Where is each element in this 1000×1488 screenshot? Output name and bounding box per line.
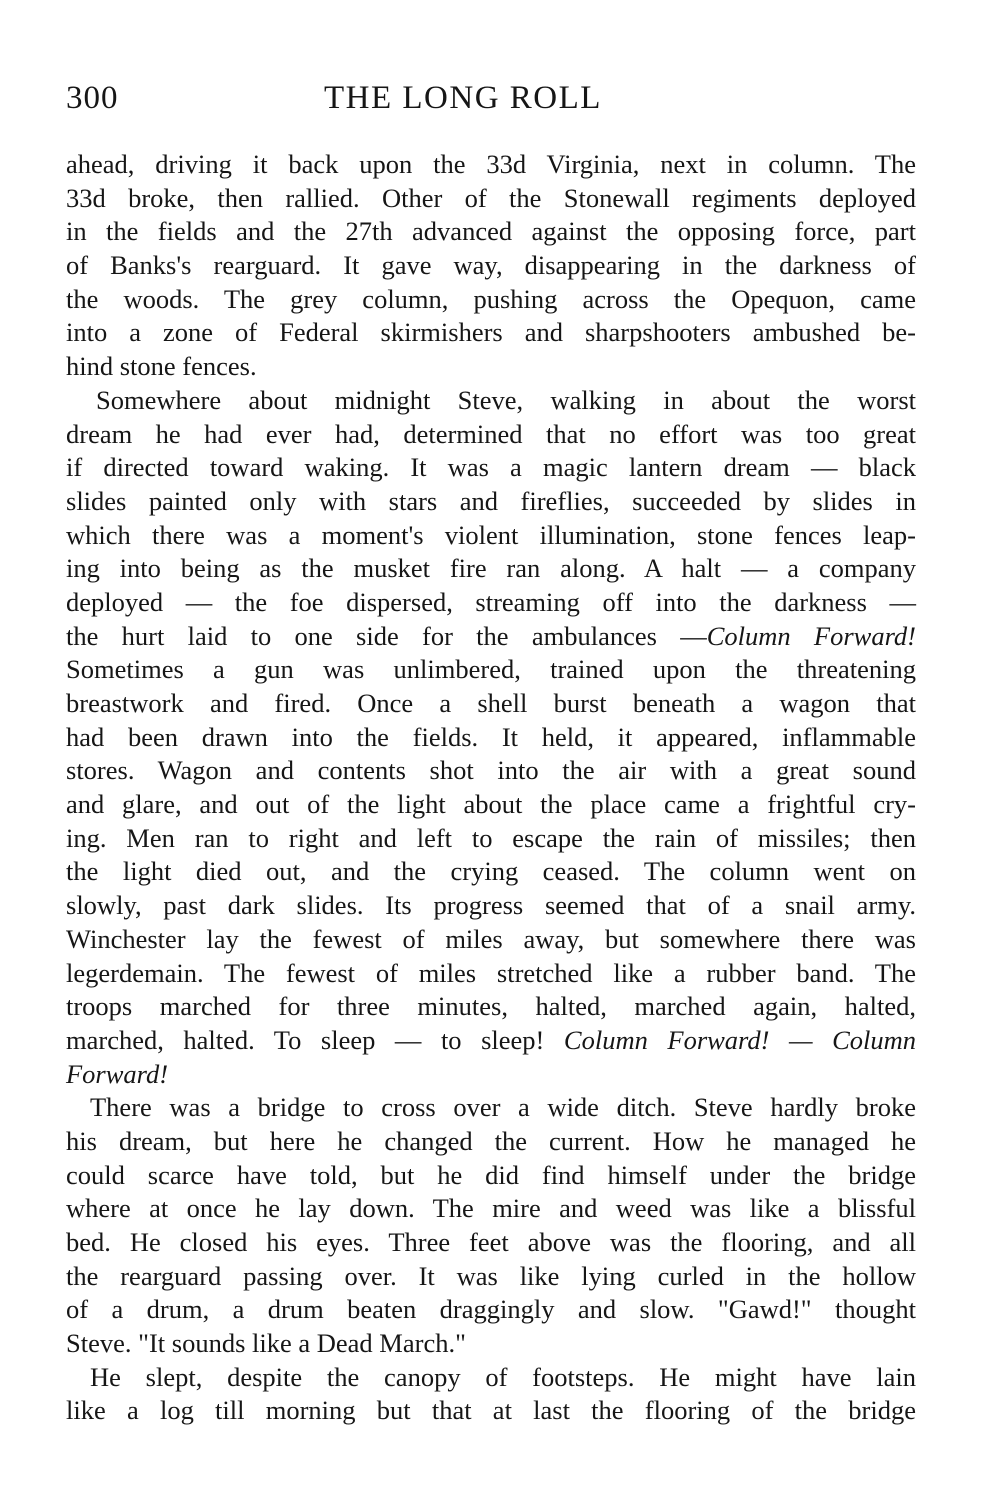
text-line: had been drawn into the fields. It held, it appeared, inflammable bbox=[66, 721, 916, 752]
page-header bbox=[66, 0, 916, 150]
text-line: slides painted only with stars and fireflies, succeeded by slides in bbox=[66, 485, 916, 516]
text-line: of Banks's rearguard. It gave way, disappearing in the darkness of bbox=[66, 250, 916, 281]
italic-segment: Column Forward! bbox=[706, 620, 916, 651]
body-text bbox=[66, 148, 916, 1428]
italic-segment: Column Forward! — Column bbox=[563, 1024, 917, 1055]
text-line: which there was a moment's violent illumination, stone fences leap- bbox=[66, 519, 916, 550]
text-line: legerdemain. The fewest of miles stretched like a rubber band. The bbox=[66, 957, 916, 988]
text-line: There was a bridge to cross over a wide ditch. Steve hardly broke bbox=[90, 1092, 916, 1123]
text-line: stores. Wagon and contents shot into the air with a great sound bbox=[66, 755, 916, 786]
text-line: of a drum, a drum beaten draggingly and slow. "Gawd!" thought bbox=[66, 1294, 916, 1325]
line-segment: the hurt laid to one side for the ambulances — bbox=[66, 620, 707, 651]
text-line: where at once he lay down. The mire and weed was like a blissful bbox=[66, 1193, 916, 1224]
text-line: and glare, and out of the light about the place came a frightful cry- bbox=[66, 789, 916, 820]
text-line: ing. Men ran to right and left to escape the rain of missiles; then bbox=[66, 822, 916, 853]
line-segment: marched, halted. To sleep — to sleep! bbox=[66, 1024, 545, 1055]
text-line: deployed — the foe dispersed, streaming off into the darkness — bbox=[66, 586, 916, 617]
running-title: THE LONG ROLL bbox=[324, 80, 602, 116]
text-line: the woods. The grey column, pushing across the Opequon, came bbox=[66, 283, 916, 314]
page-number: 300 bbox=[66, 80, 119, 116]
text-line bbox=[66, 1024, 916, 1058]
text-line: bed. He closed his eyes. Three feet above was the flooring, and all bbox=[66, 1227, 916, 1257]
text-line: troops marched for three minutes, halted, marched again, halted, bbox=[66, 991, 916, 1022]
text-line: could scarce have told, but he did find himself under the bridge bbox=[66, 1159, 916, 1190]
text-line: Winchester lay the fewest of miles away, but somewhere there was bbox=[66, 923, 916, 954]
text-line: Forward! bbox=[66, 1058, 169, 1089]
text-line bbox=[66, 620, 916, 654]
text-line: ing into being as the musket fire ran along. A halt — a company bbox=[66, 553, 916, 584]
text-line: Steve. "It sounds like a Dead March." bbox=[66, 1328, 466, 1359]
text-line: 33d broke, then rallied. Other of the Stonewall regiments deployed bbox=[66, 182, 916, 213]
book-page bbox=[66, 0, 917, 1426]
text-line: like a log till morning but that at last the flooring of the bridge bbox=[66, 1395, 916, 1426]
text-line: slowly, past dark slides. Its progress seemed that of a snail army. bbox=[66, 890, 916, 921]
text-line: if directed toward waking. It was a magic lantern dream — black bbox=[66, 452, 916, 483]
text-line: Sometimes a gun was unlimbered, trained upon the threatening bbox=[66, 654, 916, 685]
text-line: breastwork and fired. Once a shell burst beneath a wagon that bbox=[66, 688, 916, 718]
text-line: his dream, but here he changed the current. How he managed he bbox=[66, 1125, 916, 1156]
text-line: Somewhere about midnight Steve, walking in about the worst bbox=[96, 384, 916, 415]
text-line: ahead, driving it back upon the 33d Virginia, next in column. The bbox=[66, 149, 916, 179]
text-line: He slept, despite the canopy of footsteps. He might have lain bbox=[90, 1361, 916, 1392]
text-line: the light died out, and the crying ceased. The column went on bbox=[66, 856, 916, 887]
text-line: into a zone of Federal skirmishers and sharpshooters ambushed be- bbox=[66, 317, 916, 348]
text-line: hind stone fences. bbox=[66, 351, 257, 382]
text-line: dream he had ever had, determined that no effort was too great bbox=[66, 418, 916, 449]
text-line: in the fields and the 27th advanced against the opposing force, part bbox=[66, 216, 916, 247]
text-line: the rearguard passing over. It was like lying curled in the hollow bbox=[66, 1260, 916, 1291]
